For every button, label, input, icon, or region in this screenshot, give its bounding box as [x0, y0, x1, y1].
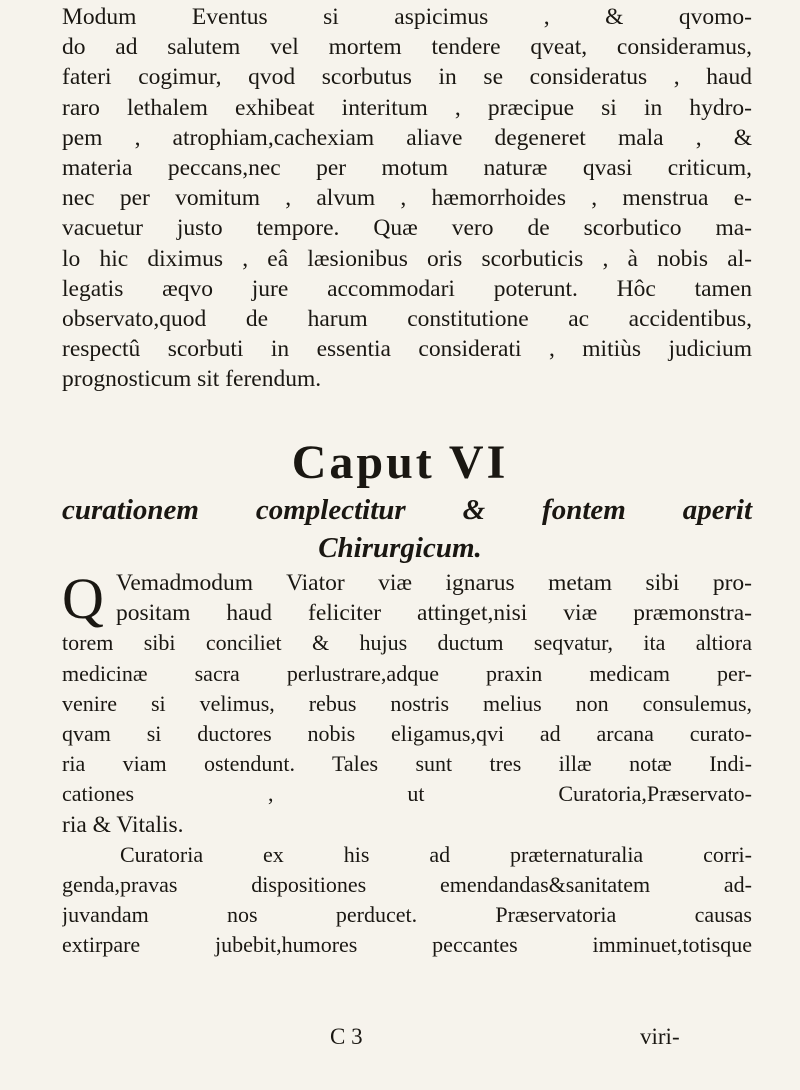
text-line: medicinæ sacra perlustrare,adque praxin medicam per- [62, 660, 752, 686]
text-line: qvam si ductores nobis eligamus,qvi ad arcana curato- [62, 721, 752, 747]
text-line: observato,quod de harum constitutione ac accidentibus, [62, 306, 752, 333]
text-line: Curatoria ex his ad præternaturalia corri- [120, 841, 752, 867]
text-line: nec per vomitum , alvum , hæmorrhoides , menstrua e- [62, 185, 752, 212]
chapter-subtitle-continued: Chirurgicum. [318, 532, 482, 564]
text-line: ria & Vitalis. [62, 811, 184, 838]
text-line: respectû scorbuti in essentia considerati , mitiùs judicium [62, 336, 752, 363]
text-line: venire si velimus, rebus nostris melius non consulemus, [62, 690, 752, 716]
paragraph-quemadmodum [62, 568, 752, 961]
text-line: fateri cogimur, qvod scorbutus in se consideratus , haud [62, 64, 752, 91]
text-line: pem , atrophiam,cachexiam aliave degeneret mala , & [62, 124, 752, 151]
catchword: viri- [640, 1024, 680, 1049]
text-line: torem sibi conciliet & hujus ductum seqvatur, ita altiora [62, 630, 752, 656]
text-line: juvandam nos perducet. Præservatoria causas [62, 902, 752, 928]
text-line: prognosticum sit ferendum. [62, 366, 322, 393]
text-line: vacuetur justo tempore. Quæ vero de scorbutico ma- [62, 215, 752, 242]
text-line: genda,pravas dispositiones emendandas&sanitatem ad- [62, 872, 752, 898]
text-line: Vemadmodum Viator viæ ignarus metam sibi pro- [116, 570, 752, 596]
text-line: legatis æqvo jure accommodari poterunt. Hôc tamen [62, 275, 752, 302]
paragraph-modum-eventus [62, 2, 752, 395]
page-footer [0, 1022, 800, 1054]
text-line: extirpare jubebit,humores peccantes imminuet,totisque [62, 932, 752, 958]
chapter-heading: Caput VI [291, 436, 509, 489]
text-line: do ad salutem vel mortem tendere qveat, consideramus, [62, 34, 752, 61]
text-line: ria viam ostendunt. Tales sunt tres illæ notæ Indi- [62, 751, 752, 777]
text-line: Modum Eventus si aspicimus , & qvomo- [62, 4, 752, 30]
text-line: cationes , ut Curatoria,Præservato- [62, 781, 752, 807]
text-line: raro lethalem exhibeat interitum , præcipue si in hydro- [62, 94, 752, 121]
drop-cap: Q [62, 566, 104, 631]
text-line: materia peccans,nec per motum naturæ qvasi criticum, [62, 155, 752, 182]
signature-mark: C 3 [330, 1024, 363, 1049]
chapter-subtitle: curationem complectitur & fontem aperit [62, 494, 752, 526]
text-line: lo hic diximus , eâ læsionibus oris scorbuticis , à nobis al- [62, 245, 752, 272]
text-line: positam haud feliciter attinget,nisi viæ præmonstra- [116, 600, 752, 627]
